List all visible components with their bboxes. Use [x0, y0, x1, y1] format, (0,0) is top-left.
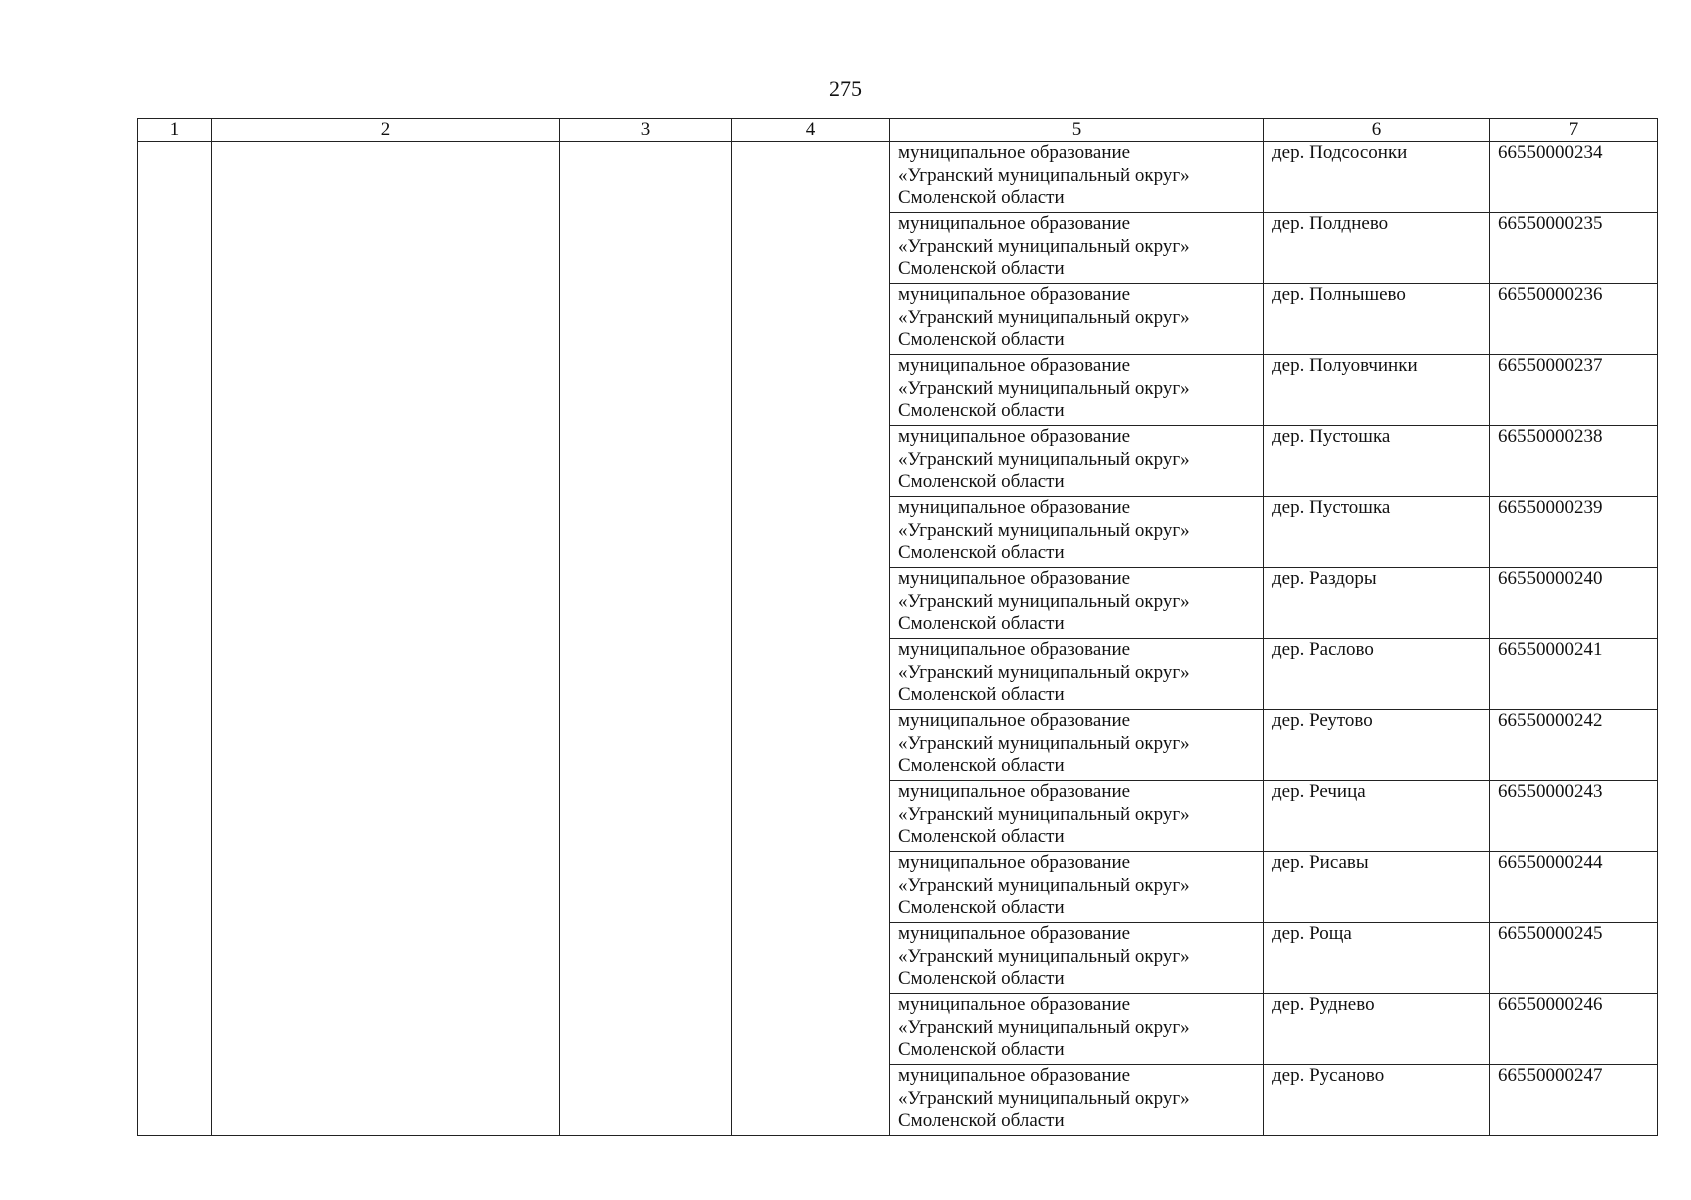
page-number: 275 [829, 76, 862, 101]
municipality-cell [890, 994, 1264, 1065]
municipality-line: «Угранский муниципальный округ» [898, 235, 1190, 257]
municipality-line: «Угранский муниципальный округ» [898, 661, 1190, 683]
municipality-line: муниципальное образование [898, 426, 1131, 447]
municipality-line: «Угранский муниципальный округ» [898, 1087, 1190, 1109]
settlement-cell: дер. Полднево [1264, 213, 1490, 284]
municipality-cell [890, 284, 1264, 355]
table-row [138, 142, 1658, 213]
municipality-line: Смоленской области [898, 1039, 1065, 1060]
municipality-line: «Угранский муниципальный округ» [898, 377, 1190, 399]
municipality-line: муниципальное образование [898, 994, 1131, 1015]
settlement-cell: дер. Пустошка [1264, 497, 1490, 568]
column-header-6: 6 [1264, 119, 1490, 142]
code-cell: 66550000241 [1490, 639, 1658, 710]
municipality-line: «Угранский муниципальный округ» [898, 732, 1190, 754]
municipality-cell [890, 923, 1264, 994]
municipality-line: Смоленской области [898, 968, 1065, 989]
settlement-cell: дер. Пустошка [1264, 426, 1490, 497]
code-cell: 66550000234 [1490, 142, 1658, 213]
municipality-line: Смоленской области [898, 542, 1065, 563]
municipality-line: «Угранский муниципальный округ» [898, 874, 1190, 896]
municipality-line: муниципальное образование [898, 213, 1131, 234]
settlement-cell: дер. Подсосонки [1264, 142, 1490, 213]
municipality-line: муниципальное образование [898, 568, 1131, 589]
column-header-4: 4 [732, 119, 890, 142]
municipality-line: муниципальное образование [898, 923, 1131, 944]
settlement-cell: дер. Рисавы [1264, 852, 1490, 923]
settlement-cell: дер. Реутово [1264, 710, 1490, 781]
code-cell: 66550000242 [1490, 710, 1658, 781]
municipality-line: муниципальное образование [898, 639, 1131, 660]
municipality-line: муниципальное образование [898, 497, 1131, 518]
code-cell: 66550000235 [1490, 213, 1658, 284]
municipality-line: «Угранский муниципальный округ» [898, 803, 1190, 825]
code-cell: 66550000244 [1490, 852, 1658, 923]
settlements-table [137, 118, 1658, 1136]
municipality-line: «Угранский муниципальный округ» [898, 164, 1190, 186]
municipality-cell [890, 710, 1264, 781]
municipality-line: Смоленской области [898, 826, 1065, 847]
settlement-cell: дер. Раздоры [1264, 568, 1490, 639]
municipality-line: «Угранский муниципальный округ» [898, 448, 1190, 470]
municipality-line: Смоленской области [898, 329, 1065, 350]
code-cell: 66550000247 [1490, 1065, 1658, 1136]
column-header-1: 1 [138, 119, 212, 142]
municipality-line: Смоленской области [898, 471, 1065, 492]
municipality-line: муниципальное образование [898, 284, 1131, 305]
municipality-line: муниципальное образование [898, 355, 1131, 376]
municipality-line: муниципальное образование [898, 1065, 1131, 1086]
municipality-cell [890, 497, 1264, 568]
settlement-cell: дер. Руднево [1264, 994, 1490, 1065]
header-row [138, 119, 1658, 142]
merged-cell-col-3 [560, 142, 732, 1136]
municipality-line: Смоленской области [898, 613, 1065, 634]
column-header-3: 3 [560, 119, 732, 142]
code-cell: 66550000239 [1490, 497, 1658, 568]
table-body [138, 142, 1658, 1136]
municipality-cell [890, 568, 1264, 639]
municipality-cell [890, 781, 1264, 852]
settlement-cell: дер. Роща [1264, 923, 1490, 994]
municipality-line: «Угранский муниципальный округ» [898, 306, 1190, 328]
municipality-cell [890, 639, 1264, 710]
municipality-line: «Угранский муниципальный округ» [898, 519, 1190, 541]
municipality-cell [890, 426, 1264, 497]
settlement-cell: дер. Речица [1264, 781, 1490, 852]
municipality-line: Смоленской области [898, 187, 1065, 208]
settlement-cell: дер. Русаново [1264, 1065, 1490, 1136]
merged-cell-col-1 [138, 142, 212, 1136]
merged-cell-col-2 [212, 142, 560, 1136]
municipality-cell [890, 142, 1264, 213]
code-cell: 66550000236 [1490, 284, 1658, 355]
municipality-line: муниципальное образование [898, 142, 1131, 163]
column-header-2: 2 [212, 119, 560, 142]
municipality-cell [890, 355, 1264, 426]
merged-cell-col-4 [732, 142, 890, 1136]
code-cell: 66550000237 [1490, 355, 1658, 426]
municipality-line: Смоленской области [898, 755, 1065, 776]
municipality-line: муниципальное образование [898, 710, 1131, 731]
municipality-cell [890, 1065, 1264, 1136]
settlement-cell: дер. Раслово [1264, 639, 1490, 710]
municipality-line: Смоленской области [898, 897, 1065, 918]
code-cell: 66550000240 [1490, 568, 1658, 639]
code-cell: 66550000245 [1490, 923, 1658, 994]
column-header-5: 5 [890, 119, 1264, 142]
code-cell: 66550000238 [1490, 426, 1658, 497]
municipality-line: «Угранский муниципальный округ» [898, 1016, 1190, 1038]
municipality-line: Смоленской области [898, 684, 1065, 705]
settlement-cell: дер. Полнышево [1264, 284, 1490, 355]
code-cell: 66550000243 [1490, 781, 1658, 852]
municipality-line: Смоленской области [898, 258, 1065, 279]
municipality-cell [890, 213, 1264, 284]
municipality-line: муниципальное образование [898, 852, 1131, 873]
municipality-cell [890, 852, 1264, 923]
municipality-line: Смоленской области [898, 1110, 1065, 1131]
settlement-cell: дер. Полуовчинки [1264, 355, 1490, 426]
municipality-line: «Угранский муниципальный округ» [898, 590, 1190, 612]
municipality-line: «Угранский муниципальный округ» [898, 945, 1190, 967]
municipality-line: муниципальное образование [898, 781, 1131, 802]
column-header-7: 7 [1490, 119, 1658, 142]
municipality-line: Смоленской области [898, 400, 1065, 421]
code-cell: 66550000246 [1490, 994, 1658, 1065]
